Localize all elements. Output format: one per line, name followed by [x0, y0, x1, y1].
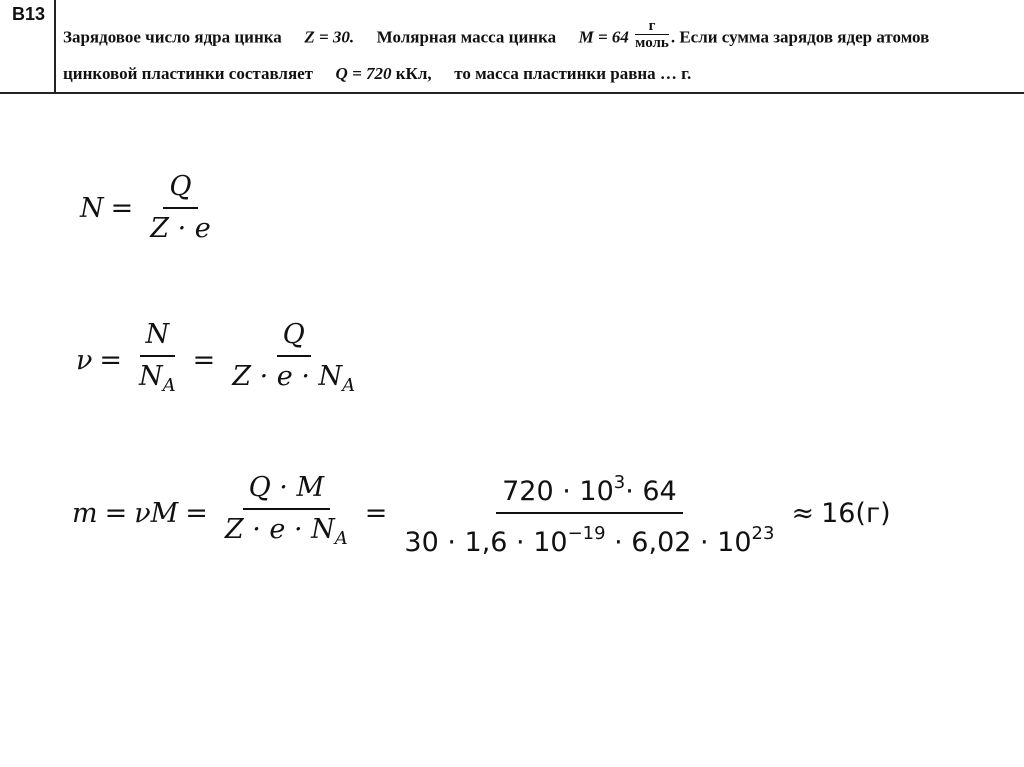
problem-id: B13 — [12, 4, 46, 24]
numerator: Q — [163, 170, 197, 209]
problem-text: Молярная масса цинка — [376, 27, 557, 47]
denominator: $Z \cdot e \cdot N_A$ — [232, 361, 356, 396]
total-charge: Q = 720 — [335, 64, 392, 83]
charge-unit: кКл, — [395, 64, 432, 83]
formula-number-of-nuclei — [80, 170, 221, 246]
fraction — [133, 318, 182, 403]
formula-plate-mass — [72, 466, 891, 560]
numerator: Q — [277, 318, 311, 357]
fraction — [144, 170, 217, 246]
result-value: 16(г) — [821, 497, 891, 529]
header-divider — [54, 0, 56, 92]
numeric-numerator: $720 \cdot 10^3\cdot 64$ — [496, 466, 683, 514]
denominator: $Z \cdot e \cdot N_A$ — [224, 513, 348, 549]
numerator: Q · M — [243, 471, 331, 510]
problem-text: Зарядовое число ядра цинка — [63, 27, 282, 47]
numeric-denominator: $30 \cdot 1,6 \cdot 10^{-19} \cdot 6,02 \cdot 10^{23}$ — [404, 523, 775, 558]
problem-header — [0, 0, 1024, 94]
numeric-fraction — [398, 466, 780, 560]
equals-sign: = — [192, 345, 216, 376]
formula-symbol: ν — [76, 345, 93, 376]
equals-sign: = — [364, 497, 388, 529]
formula-product: νM — [134, 497, 179, 529]
unit-denominator: моль — [635, 35, 669, 51]
formula-symbol: N — [80, 192, 104, 224]
fraction — [226, 318, 361, 403]
problem-line-2 — [63, 65, 691, 82]
problem-text: то масса пластинки равна … г. — [454, 64, 692, 83]
equals-sign: = — [99, 345, 123, 376]
molar-mass: M = 64 — [578, 27, 629, 47]
problem-line-1 — [63, 18, 930, 55]
formula-amount-of-substance — [76, 318, 365, 403]
equals-sign: = — [185, 497, 208, 529]
approx-sign: ≈ — [791, 497, 815, 529]
fraction — [219, 471, 354, 556]
molar-mass-unit — [635, 18, 669, 51]
numerator: N — [140, 318, 176, 357]
formula-symbol: m — [72, 497, 98, 529]
equals-sign: = — [104, 497, 128, 529]
problem-text: цинковой пластинки составляет — [63, 64, 314, 83]
unit-numerator: г — [635, 18, 669, 35]
denominator: $N_A$ — [139, 361, 176, 396]
equals-sign: = — [110, 192, 134, 224]
denominator: Z · e — [150, 213, 211, 244]
charge-number: Z = 30. — [304, 27, 355, 47]
problem-text: . Если сумма зарядов ядер атомов — [670, 27, 930, 47]
